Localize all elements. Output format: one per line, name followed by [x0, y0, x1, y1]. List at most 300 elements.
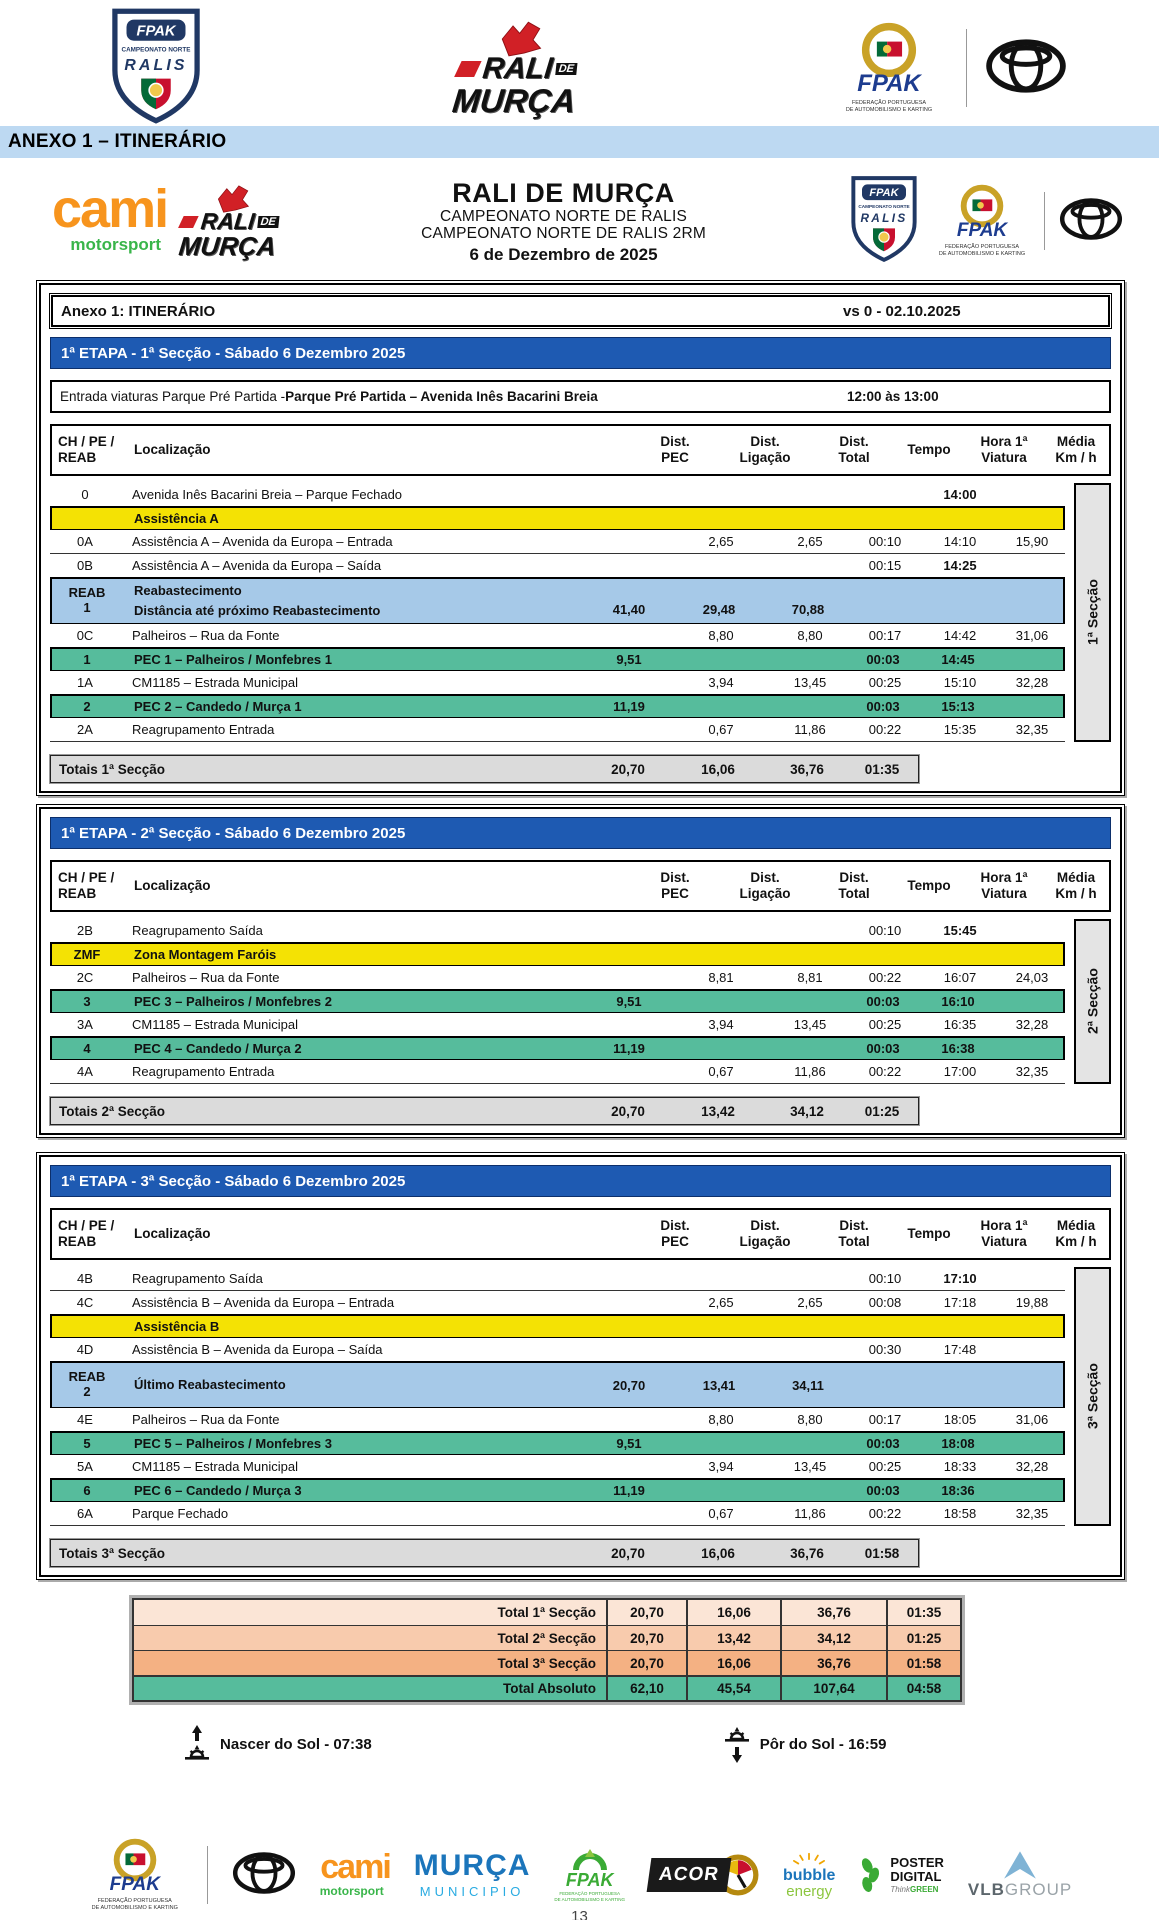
cell-location: CM1185 – Estrada Municipal [132, 675, 298, 690]
cell-location: PEC 4 – Candedo / Murça 2 [134, 1041, 302, 1056]
entrada-note-text: Entrada viaturas Parque Pré Partida - [60, 389, 286, 404]
cell-dist-ligacao: 8,80 [708, 1412, 734, 1427]
cell-dist-ligacao: 0,67 [708, 1506, 734, 1521]
entrada-time: 12:00 às 13:00 [847, 389, 939, 404]
logo-divider [966, 29, 967, 107]
column-header-loc: Localização [134, 877, 211, 893]
cell-dist-total: 8,81 [797, 970, 823, 985]
cell-location: Assistência B – Avenida da Europa – Saída [132, 1342, 383, 1357]
cell-tempo: 00:10 [868, 1271, 902, 1286]
cell-dist-total: 13,45 [793, 1459, 827, 1474]
cell-code: ZMF [73, 947, 101, 962]
summary-row [134, 1625, 960, 1650]
section-table-2 [36, 804, 1125, 1138]
cell-dist-total: 11,86 [794, 1506, 826, 1521]
cell-location: Assistência B – Avenida da Europa – Entrada [132, 1295, 395, 1310]
column-header-tot: Dist. Total [838, 869, 870, 901]
column-header-tot: Dist. Total [838, 1217, 870, 1249]
cell-tempo: 00:03 [866, 652, 900, 667]
section-totals-row [50, 1539, 919, 1567]
cell-tempo: 00:08 [868, 1295, 902, 1310]
itinerary-row-2A [50, 718, 1065, 742]
cell-tempo: 00:03 [866, 1436, 900, 1451]
murca-municipio-logo: MURÇA MUNICIPIO [413, 1849, 531, 1900]
section-side-label: 1ª Secção [1074, 483, 1111, 742]
subtitle-2: CAMPEONATO NORTE DE RALIS 2RM [421, 225, 706, 243]
cell-code: 3A [77, 1017, 93, 1032]
cell-tempo: 00:03 [866, 1041, 900, 1056]
cell-media: 24,03 [1015, 970, 1049, 985]
column-header-code: CH / PE / REAB [58, 433, 115, 465]
fpak-toyota-logo-pair [830, 22, 1067, 114]
cell-code: 0A [77, 534, 93, 549]
cell-code: 2C [76, 970, 94, 985]
cell-dist-pec: 9,51 [616, 1436, 642, 1451]
cell-media: 32,35 [1015, 722, 1049, 737]
totals-dist-pec: 20,70 [611, 761, 645, 777]
cell-hora: 14:45 [941, 652, 975, 667]
cell-code: 0 [81, 487, 89, 502]
column-header-lig: Dist. Ligação [739, 433, 791, 465]
totals-dist-ligacao: 13,42 [701, 1103, 735, 1119]
cell-location: Reagrupamento Saída [132, 923, 263, 938]
cell-tempo: 00:22 [868, 722, 902, 737]
cell-hora: 18:08 [941, 1436, 975, 1451]
itinerary-row-assist-ncia-a [50, 506, 1065, 531]
summary-dist-pec: 20,70 [606, 1600, 686, 1625]
cell-code: 4 [83, 1041, 91, 1056]
itinerary-row-REAB1 [50, 577, 1065, 625]
totals-dist-total: 36,76 [790, 1545, 824, 1561]
totals-label: Totais 2ª Secção [59, 1103, 166, 1119]
sunset-item [724, 1725, 887, 1763]
cell-tempo: 00:17 [868, 1412, 902, 1427]
cell-dist-total: 70,88 [791, 602, 825, 617]
anexo-banner [0, 126, 1159, 158]
cell-dist-total: 34,11 [792, 1377, 824, 1393]
cell-code: 5 [83, 1436, 91, 1451]
footer-logo-strip [0, 1838, 1159, 1912]
cell-hora: 17:10 [943, 1271, 977, 1286]
cell-hora: 16:35 [943, 1017, 977, 1032]
cell-location: Assistência A – Avenida da Europa – Saída [132, 558, 382, 573]
cell-location: Palheiros – Rua da Fonte [132, 970, 280, 985]
fpak-ralis-shield-logo-small [848, 175, 920, 268]
cell-media: 32,35 [1015, 1064, 1049, 1079]
section-table-inner [39, 807, 1122, 1135]
cell-dist-total: 11,86 [794, 722, 826, 737]
cell-location: CM1185 – Estrada Municipal [132, 1017, 298, 1032]
logo-divider [1044, 192, 1045, 250]
fpak-logo: FPAK FEDERAÇÃO PORTUGUESA DE AUTOMOBILISMO E KARTING [830, 22, 948, 114]
summary-dist-ligacao: 16,06 [686, 1600, 780, 1625]
cell-code: 1A [77, 675, 93, 690]
fpak-ralis-shield-logo [108, 7, 204, 130]
cell-hora: 14:00 [943, 487, 977, 502]
cell-media: 31,06 [1015, 1412, 1049, 1427]
itinerary-row-4 [50, 1036, 1065, 1061]
top-logo-strip [0, 0, 1159, 126]
summary-row [134, 1650, 960, 1675]
totals-dist-ligacao: 16,06 [701, 1545, 735, 1561]
cell-dist-pec: 9,51 [616, 994, 642, 1009]
cell-tempo: 00:25 [868, 1459, 902, 1474]
etapa-banner: 1ª ETAPA - 2ª Secção - Sábado 6 Dezembro 2025 [50, 817, 1111, 849]
etapa-banner: 1ª ETAPA - 1ª Secção - Sábado 6 Dezembro 2025 [50, 337, 1111, 369]
column-header-tempo: Tempo [907, 441, 951, 457]
itinerary-row-2B [50, 919, 1065, 943]
cell-dist-pec: 9,51 [616, 652, 642, 667]
totals-dist-pec: 20,70 [611, 1545, 645, 1561]
cell-location: PEC 5 – Palheiros / Monfebres 3 [134, 1436, 332, 1451]
sunset-label: Pôr do Sol - 16:59 [759, 1735, 887, 1753]
toyota-logo [985, 38, 1067, 99]
subtitle-1: CAMPEONATO NORTE DE RALIS [440, 207, 688, 225]
cell-code: 1 [83, 652, 91, 667]
rali-de-murca-logo: RALI DE MURÇA [456, 19, 579, 117]
column-header-loc: Localização [134, 1225, 211, 1241]
summary-dist-total: 36,76 [780, 1651, 886, 1675]
totals-summary-table [132, 1598, 962, 1702]
cell-code: 0B [77, 558, 93, 573]
column-header-row [50, 860, 1111, 912]
cell-hora: 16:07 [943, 970, 977, 985]
totals-dist-total: 34,12 [790, 1103, 824, 1119]
page-title: RALI DE MURÇA [452, 177, 675, 208]
acor-logo: ACOR [649, 1854, 759, 1896]
summary-dist-ligacao: 16,06 [686, 1651, 780, 1675]
itinerary-row-1 [50, 647, 1065, 672]
column-header-hora: Hora 1ª Viatura [980, 1217, 1028, 1249]
column-header-media: Média Km / h [1055, 869, 1097, 901]
cell-hora: 16:38 [941, 1041, 975, 1056]
itinerary-row-2 [50, 694, 1065, 719]
column-header-hora: Hora 1ª Viatura [980, 869, 1028, 901]
column-header-media: Média Km / h [1055, 433, 1097, 465]
cell-hora: 14:25 [943, 558, 977, 573]
cell-media: 32,28 [1015, 675, 1049, 690]
totals-tempo: 01:35 [864, 761, 900, 777]
fpak-green-logo: FPAK FEDERAÇÃO PORTUGUESA DE AUTOMOBILISMO E KARTING [554, 1847, 625, 1903]
cell-location: Assistência A – Avenida da Europa – Entrada [132, 534, 393, 549]
cell-dist-pec: 11,19 [613, 1041, 645, 1056]
sunrise-icon [184, 1725, 210, 1763]
cami-motorsport-logo: cami motorsport [52, 179, 168, 254]
itinerary-row-4A [50, 1060, 1065, 1084]
cell-location: Reabastecimento Distância até próximo Reabastecimento [134, 582, 381, 618]
itinerary-row-2C [50, 966, 1065, 990]
sun-times-row [184, 1724, 1125, 1764]
section-side-label: 2ª Secção [1074, 919, 1111, 1084]
section-side-label: 3ª Secção [1074, 1267, 1111, 1526]
cell-media: 32,35 [1015, 1506, 1049, 1521]
cell-tempo: 00:25 [868, 675, 902, 690]
itinerary-row-4B [50, 1267, 1065, 1291]
cell-dist-total: 13,45 [793, 675, 827, 690]
cell-hora: 14:10 [943, 534, 977, 549]
cell-dist-total: 2,65 [797, 1295, 823, 1310]
section-table-inner [39, 283, 1122, 793]
summary-dist-pec: 62,10 [606, 1677, 686, 1700]
cell-location: Reagrupamento Entrada [132, 722, 275, 737]
cell-location: Assistência A [134, 511, 219, 526]
cell-dist-ligacao: 3,94 [708, 1459, 734, 1474]
cell-dist-pec: 11,19 [613, 699, 645, 714]
cell-location: Avenida Inês Bacarini Breia – Parque Fechado [132, 487, 403, 502]
column-header-tempo: Tempo [907, 1225, 951, 1241]
cell-dist-total: 13,45 [793, 1017, 827, 1032]
cell-location: Assistência B [134, 1319, 220, 1334]
summary-dist-ligacao: 13,42 [686, 1626, 780, 1650]
svg-text:RALIS: RALIS [860, 211, 908, 225]
cell-location: Reagrupamento Saída [132, 1271, 263, 1286]
itinerary-row-3 [50, 989, 1065, 1014]
totals-tempo: 01:25 [864, 1103, 900, 1119]
itinerary-row-6 [50, 1478, 1065, 1503]
cell-tempo: 00:03 [866, 699, 900, 714]
cell-code: REAB 2 [68, 1369, 106, 1399]
toyota-logo-footer [232, 1851, 296, 1900]
section-rows [50, 483, 1111, 742]
column-header-row [50, 424, 1111, 476]
cell-hora: 18:36 [941, 1483, 975, 1498]
cell-hora: 18:05 [943, 1412, 977, 1427]
itinerary-sections [36, 280, 1125, 1580]
fpak-logo-small: FPAK FEDERAÇÃO PORTUGUESA DE AUTOMOBILISMO E KARTING [934, 184, 1030, 258]
cell-code: REAB 1 [68, 585, 106, 615]
column-header-loc: Localização [134, 441, 211, 457]
poster-digital-logo: POSTER DIGITAL ThinkGREEN [859, 1856, 943, 1894]
section-table-inner [39, 1155, 1122, 1577]
sunset-icon [724, 1725, 750, 1763]
cell-hora: 18:33 [943, 1459, 977, 1474]
annex-header-left: Anexo 1: ITINERÁRIO [61, 302, 216, 320]
itinerary-row-5 [50, 1431, 1065, 1456]
cell-hora: 15:13 [941, 699, 975, 714]
summary-dist-pec: 20,70 [606, 1626, 686, 1650]
itinerary-row-0C [50, 624, 1065, 648]
totals-label: Totais 3ª Secção [59, 1545, 166, 1561]
event-date: 6 de Dezembro de 2025 [469, 245, 658, 265]
section-rows [50, 919, 1111, 1084]
sunrise-item [184, 1725, 372, 1763]
cell-dist-ligacao: 3,94 [708, 1017, 734, 1032]
cell-code: 6 [83, 1483, 91, 1498]
toyota-logo-small [1059, 197, 1123, 246]
cell-location: Parque Fechado [132, 1506, 229, 1521]
cell-code: 0C [76, 628, 94, 643]
summary-dist-total: 107,64 [780, 1677, 886, 1700]
cell-code: 2B [77, 923, 93, 938]
cell-location: PEC 6 – Candedo / Murça 3 [134, 1483, 302, 1498]
column-header-pec: Dist. PEC [660, 433, 690, 465]
cell-location: PEC 3 – Palheiros / Monfebres 2 [134, 994, 332, 1009]
title-block [293, 178, 834, 265]
cell-dist-ligacao: 8,81 [708, 970, 734, 985]
section-table-3 [36, 1152, 1125, 1580]
column-header-lig: Dist. Ligação [739, 1217, 791, 1249]
column-header-media: Média Km / h [1055, 1217, 1097, 1249]
itinerary-row-assist-ncia-b [50, 1314, 1065, 1339]
svg-text:FPAK: FPAK [136, 22, 176, 39]
cell-hora: 15:45 [943, 923, 977, 938]
cell-code: 4B [77, 1271, 93, 1286]
cell-code: 4A [77, 1064, 93, 1079]
summary-dist-total: 36,76 [780, 1600, 886, 1625]
cell-location: PEC 2 – Candedo / Murça 1 [134, 699, 302, 714]
cell-location: Zona Montagem Faróis [134, 947, 277, 962]
cell-tempo: 00:22 [868, 1064, 902, 1079]
cell-code: 6A [77, 1506, 93, 1521]
cell-code: 5A [77, 1459, 93, 1474]
svg-text:CAMPEONATO NORTE: CAMPEONATO NORTE [121, 45, 191, 53]
cell-dist-total: 2,65 [797, 534, 823, 549]
etapa-banner: 1ª ETAPA - 3ª Secção - Sábado 6 Dezembro 2025 [50, 1165, 1111, 1197]
cell-hora: 17:18 [943, 1295, 977, 1310]
cell-tempo: 00:15 [868, 558, 902, 573]
cell-hora: 15:35 [943, 722, 977, 737]
cell-dist-pec: 20,70 [612, 1377, 646, 1393]
annex-header-box [51, 295, 1110, 327]
cell-dist-ligacao: 0,67 [708, 722, 734, 737]
summary-dist-pec: 20,70 [606, 1651, 686, 1675]
cell-code: 4C [76, 1295, 94, 1310]
summary-label: Total Absoluto [503, 1681, 596, 1696]
itinerary-content [0, 274, 1159, 1764]
vlb-group-logo: VLBGROUP [968, 1850, 1072, 1900]
cell-dist-ligacao: 0,67 [708, 1064, 734, 1079]
cell-tempo: 00:22 [868, 1506, 902, 1521]
cell-location: PEC 1 – Palheiros / Monfebres 1 [134, 652, 332, 667]
cell-dist-ligacao: 2,65 [708, 1295, 734, 1310]
cell-tempo: 00:30 [868, 1342, 902, 1357]
cell-hora: 17:00 [943, 1064, 977, 1079]
cell-code: 3 [83, 994, 91, 1009]
summary-row [134, 1675, 960, 1700]
totals-dist-ligacao: 16,06 [701, 761, 735, 777]
cami-motorsport-logo-footer: cami motorsport [319, 1847, 390, 1898]
column-header-pec: Dist. PEC [660, 1217, 690, 1249]
cell-dist-total: 8,80 [797, 628, 823, 643]
anexo-banner-label: ANEXO 1 – ITINERÁRIO [8, 131, 227, 152]
logo-divider [207, 1846, 208, 1904]
totals-dist-pec: 20,70 [611, 1103, 645, 1119]
summary-tempo: 01:58 [886, 1651, 960, 1675]
section-totals-row [50, 1097, 919, 1125]
cell-hora: 15:10 [943, 675, 977, 690]
cell-dist-pec: 41,40 [612, 602, 646, 617]
cell-tempo: 00:10 [868, 534, 902, 549]
itinerary-row-3A [50, 1013, 1065, 1037]
entrada-note-box [50, 380, 1111, 413]
totals-tempo: 01:58 [864, 1545, 900, 1561]
cell-tempo: 00:22 [868, 970, 902, 985]
cell-tempo: 00:03 [866, 994, 900, 1009]
svg-text:CAMPEONATO NORTE: CAMPEONATO NORTE [858, 203, 910, 209]
summary-label: Total 1ª Secção [497, 1605, 596, 1620]
itinerary-row-0A [50, 530, 1065, 554]
cell-location: Palheiros – Rua da Fonte [132, 1412, 280, 1427]
cell-dist-pec: 11,19 [613, 1483, 645, 1498]
cell-dist-ligacao: 2,65 [708, 534, 734, 549]
itinerary-row-4E [50, 1408, 1065, 1432]
itinerary-row-5A [50, 1455, 1065, 1479]
annex-header-version: vs 0 - 02.10.2025 [843, 302, 961, 320]
column-header-tempo: Tempo [907, 877, 951, 893]
svg-text:RALIS: RALIS [124, 56, 188, 74]
cell-media: 19,88 [1015, 1295, 1049, 1310]
sunrise-label: Nascer do Sol - 07:38 [220, 1735, 372, 1753]
section-rows [50, 1267, 1111, 1526]
cell-code: 2 [83, 699, 91, 714]
cell-dist-ligacao: 8,80 [708, 628, 734, 643]
cell-location: Reagrupamento Entrada [132, 1064, 275, 1079]
column-header-pec: Dist. PEC [660, 869, 690, 901]
cell-media: 32,28 [1015, 1459, 1049, 1474]
cell-hora: 16:10 [941, 994, 975, 1009]
cell-location: CM1185 – Estrada Municipal [132, 1459, 298, 1474]
section-totals-row [50, 755, 919, 783]
itinerary-row-ZMF [50, 942, 1065, 967]
cell-location: Palheiros – Rua da Fonte [132, 628, 280, 643]
summary-label: Total 3ª Secção [497, 1655, 596, 1671]
cell-media: 15,90 [1015, 534, 1049, 549]
cell-code: 4D [76, 1342, 94, 1357]
column-header-hora: Hora 1ª Viatura [980, 433, 1028, 465]
rali-de-murca-logo-small: RALI DE MURÇA [181, 183, 279, 259]
summary-tempo: 01:25 [886, 1626, 960, 1650]
summary-row [134, 1600, 960, 1625]
cell-tempo: 00:03 [866, 1483, 900, 1498]
cell-dist-ligacao: 3,94 [708, 675, 734, 690]
itinerary-row-1A [50, 671, 1065, 695]
cell-tempo: 00:10 [868, 923, 902, 938]
totals-label: Totais 1ª Secção [59, 761, 166, 777]
itinerary-row-4D [50, 1338, 1065, 1362]
itinerary-row-0 [50, 483, 1065, 507]
document-header [0, 158, 1159, 274]
summary-dist-ligacao: 45,54 [686, 1677, 780, 1700]
itinerary-row-REAB2 [50, 1361, 1065, 1409]
section-table-1 [36, 280, 1125, 796]
cell-media: 32,28 [1015, 1017, 1049, 1032]
entrada-note-bold: Parque Pré Partida – Avenida Inês Bacarini Breia [285, 389, 598, 404]
bubble-energy-logo: bubble energy [783, 1852, 835, 1899]
itinerary-row-0B [50, 554, 1065, 578]
column-header-lig: Dist. Ligação [739, 869, 791, 901]
cell-code: 4E [77, 1412, 93, 1427]
totals-dist-total: 36,76 [790, 761, 824, 777]
column-header-row [50, 1208, 1111, 1260]
cell-tempo: 00:17 [868, 628, 902, 643]
summary-tempo: 01:35 [886, 1600, 960, 1625]
itinerary-row-4C [50, 1291, 1065, 1315]
cell-code: 2A [77, 722, 93, 737]
page-number: 13 [571, 1908, 588, 1920]
cell-dist-ligacao: 29,48 [702, 602, 736, 617]
cell-media: 31,06 [1015, 628, 1049, 643]
summary-label: Total 2ª Secção [497, 1630, 596, 1646]
cell-dist-ligacao: 13,41 [702, 1377, 736, 1393]
itinerary-row-6A [50, 1502, 1065, 1526]
cell-hora: 17:48 [943, 1342, 977, 1357]
column-header-code: CH / PE / REAB [58, 869, 115, 901]
cell-dist-total: 11,86 [794, 1064, 826, 1079]
cell-hora: 18:58 [943, 1506, 977, 1521]
cell-hora: 14:42 [943, 628, 977, 643]
cell-dist-total: 8,80 [797, 1412, 823, 1427]
fpak-logo-footer: FPAK FEDERAÇÃO PORTUGUESA DE AUTOMOBILISMO E KARTING [87, 1838, 183, 1912]
